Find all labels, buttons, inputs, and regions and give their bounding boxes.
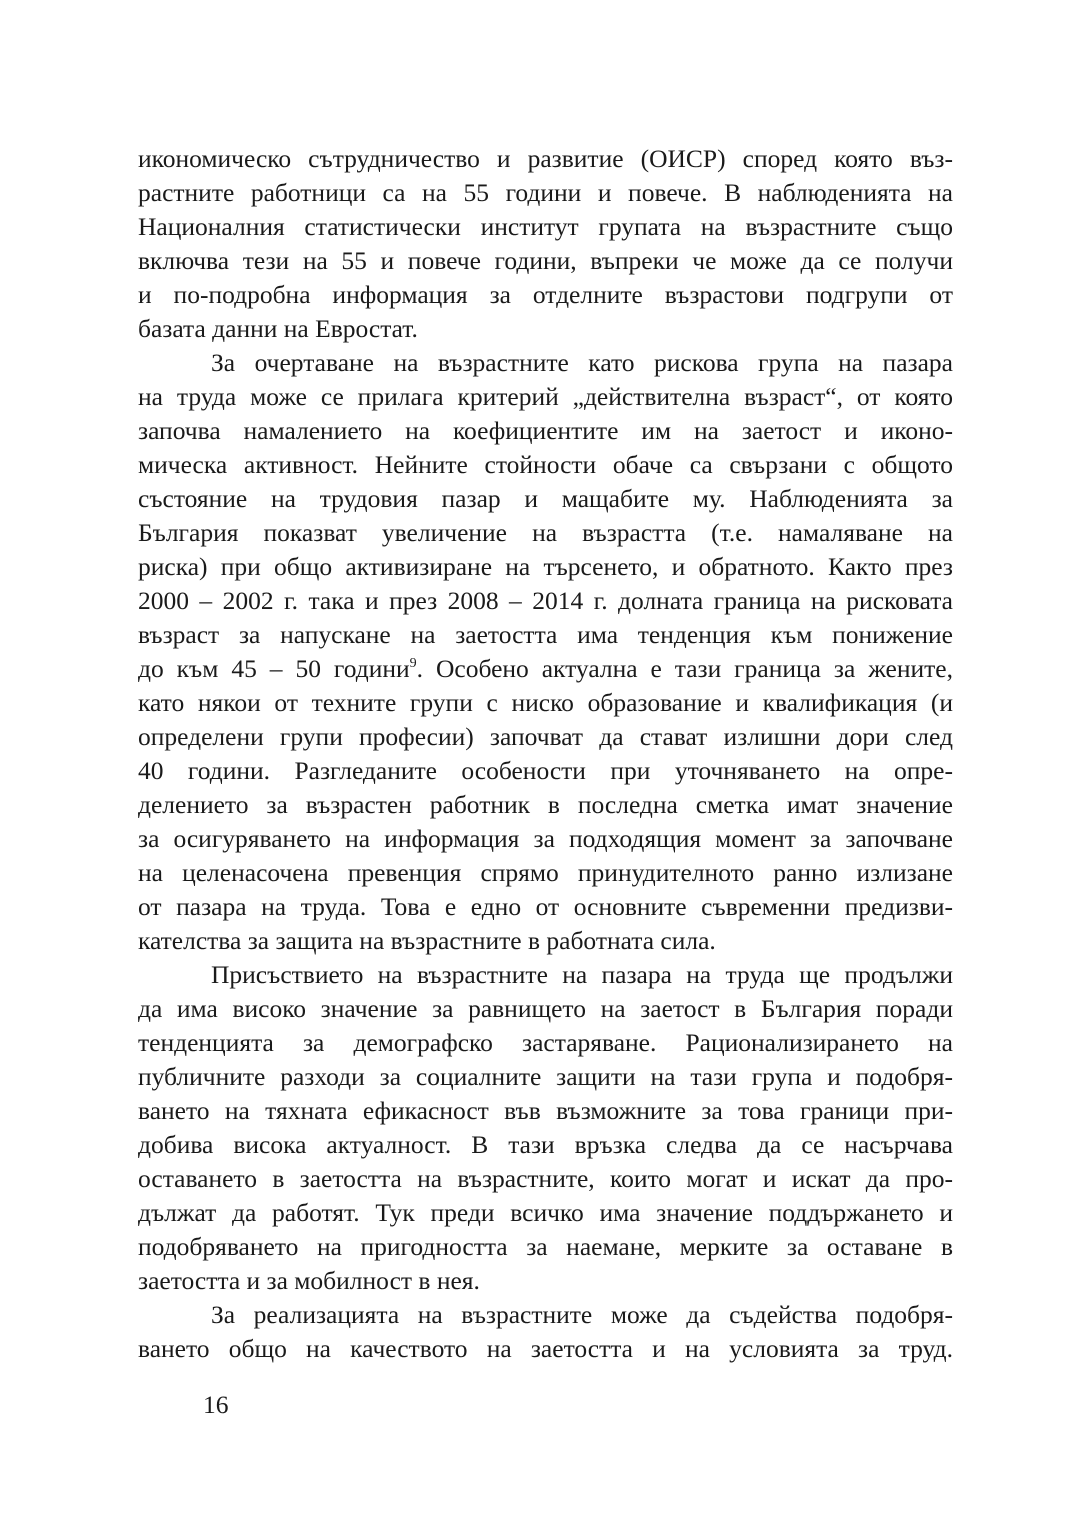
text-line: включва тези на 55 и повече години, въпреки че може да се получи <box>138 246 953 275</box>
text-line: Националния статистически институт групата на възрастните също <box>138 212 953 241</box>
text-line: икономическо сътрудничество и развитие (ОИСР) според която въз- <box>138 144 953 173</box>
paragraph-3 <box>138 958 953 1298</box>
document-body <box>138 142 953 1366</box>
text-line: За очертаване на възрастните като рискова група на пазара <box>211 348 953 377</box>
text-line: риска) при общо активизиране на търсенето, и обратното. Както през <box>138 552 953 581</box>
text-line: кателства за защита на възрастните в работната сила. <box>138 926 716 955</box>
paragraph-2 <box>138 346 953 958</box>
text-line: възраст за напускане на заетостта има тенденция към понижение <box>138 620 953 649</box>
text-line: от пазара на труда. Това е едно от основните съвременни предизви- <box>138 892 953 921</box>
text-line: ването на тяхната ефикасност във възможните за това граници при- <box>138 1096 953 1125</box>
text-line: заетостта и за мобилност в нея. <box>138 1266 480 1295</box>
footnote-reference[interactable]: 9 <box>409 656 417 671</box>
text-line: 2000 – 2002 г. така и през 2008 – 2014 г. долната граница на рисковата <box>138 586 953 615</box>
text-line: Присъствието на възрастните на пазара на труда ще продължи <box>211 960 953 989</box>
paragraph-4 <box>138 1298 953 1366</box>
text-segment: до към 45 – 50 години <box>138 654 410 683</box>
text-line: оставането в заетостта на възрастните, които могат и искат да про- <box>138 1164 953 1193</box>
text-line: мическа активност. Нейните стойности обаче са свързани с общото <box>138 450 953 479</box>
text-line: започва намалението на коефициентите им на заетост и иконо- <box>138 416 953 445</box>
text-line: определени групи професии) започват да стават излишни дори след <box>138 722 953 751</box>
text-line: базата данни на Евростат. <box>138 314 418 343</box>
page-number: 16 <box>203 1390 229 1419</box>
text-line: и по-подробна информация за отделните възрастови подгрупи от <box>138 280 953 309</box>
text-line: публичните разходи за социалните защити на тази група и подобря- <box>138 1062 953 1091</box>
text-line: дължат да работят. Тук преди всичко има значение поддържането и <box>138 1198 953 1227</box>
text-line: да има високо значение за равнището на заетост в България поради <box>138 994 953 1023</box>
text-line: състояние на трудовия пазар и мащабите му. Наблюденията за <box>138 484 953 513</box>
paragraph-1 <box>138 142 953 346</box>
text-line-with-footnote <box>138 652 953 686</box>
text-line: 40 години. Разгледаните особености при уточняването на опре- <box>138 756 953 785</box>
text-line: добива висока актуалност. В тази връзка следва да се насърчава <box>138 1130 953 1159</box>
text-line: за осигуряването на информация за подходящия момент за започване <box>138 824 953 853</box>
text-line: растните работници са на 55 години и повече. В наблюденията на <box>138 178 953 207</box>
text-line: на труда може се прилага критерий „действителна възраст“, от която <box>138 382 953 411</box>
text-line: делението за възрастен работник в последна сметка имат значение <box>138 790 953 819</box>
text-line: ването общо на качеството на заетостта и на условията за труд. <box>138 1334 953 1363</box>
text-line: подобряването на пригодността за наемане, мерките за оставане в <box>138 1232 953 1261</box>
text-line: За реализацията на възрастните може да съдейства подобря- <box>211 1300 953 1329</box>
text-line: на целенасочена превенция спрямо принудителното ранно излизане <box>138 858 953 887</box>
text-segment: . Особено актуална е тази граница за жените, <box>416 654 953 683</box>
text-line: България показват увеличение на възрастта (т.е. намаляване на <box>138 518 953 547</box>
text-line: тенденцията за демографско застаряване. Рационализирането на <box>138 1028 953 1057</box>
text-line: като някои от техните групи с ниско образование и квалификация (и <box>138 688 953 717</box>
